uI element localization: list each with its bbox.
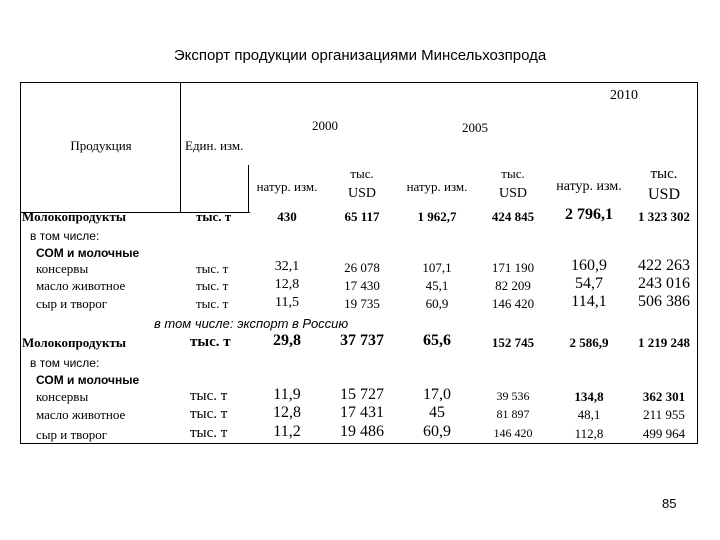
header-usd-2005-line2: USD: [498, 186, 528, 201]
section1-row1-cell: 26 078: [344, 260, 380, 275]
section1-row1-cell: 107,1: [422, 260, 452, 275]
section1-row3-cell: 114,1: [571, 293, 607, 310]
header-year-2000: 2000: [312, 118, 338, 133]
section2-row3-cell: 499 964: [642, 426, 686, 441]
section1-row1-cell: 32,1: [274, 259, 300, 274]
section1-row1-product-line1: СОМ и молочные: [36, 246, 140, 260]
section2-subheading: в том числе:: [30, 356, 100, 370]
section2-row2-cell: 17 431: [340, 404, 384, 421]
header-usd-2000-line2: USD: [347, 186, 377, 201]
header-natur-2005: натур. изм.: [406, 179, 468, 194]
header-year-2010: 2010: [610, 88, 638, 103]
section2-row1-cell: 362 301: [642, 389, 686, 404]
section2-row3-cell: 60,9: [423, 423, 451, 440]
section1-subheading: в том числе:: [30, 229, 100, 243]
header-natur-2010: натур. изм.: [556, 179, 622, 194]
section1-row1-cell: 422 263: [638, 257, 690, 274]
section2-value: 65,6: [423, 332, 451, 349]
section1-row2-unit: тыс. т: [196, 278, 229, 293]
page-title: Экспорт продукции организациями Минсельхозпрода: [173, 47, 547, 64]
section1-row2-cell: 17 430: [344, 278, 380, 293]
header-usd-2000-line1: тыс.: [350, 166, 374, 181]
section1-row2-product: масло животное: [36, 278, 126, 293]
section1-row1-product-line2: консервы: [36, 261, 89, 276]
section1-product: Молокопродукты: [22, 209, 126, 224]
section2-row1-cell: 17,0: [423, 386, 451, 403]
section1-row1-cell: 171 190: [491, 260, 535, 275]
column-divider: [248, 165, 249, 212]
section2-row3-cell: 11,2: [273, 423, 301, 440]
section1-row3-cell: 11,5: [275, 295, 299, 310]
section1-value: 424 845: [491, 209, 535, 224]
section2-value: 2 586,9: [569, 335, 609, 350]
section1-row3-cell: 146 420: [491, 296, 535, 311]
section1-row2-cell: 45,1: [425, 278, 449, 293]
section1-row2-cell: 54,7: [575, 275, 603, 292]
section2-row3-unit: тыс. т: [190, 425, 228, 441]
section2-row2-cell: 45: [429, 404, 445, 421]
section2-row2-cell: 48,1: [577, 407, 601, 422]
section1-value: 1 323 302: [638, 209, 690, 224]
section1-row3-cell: 19 735: [344, 296, 380, 311]
section1-row2-cell: 12,8: [274, 277, 300, 292]
section2-row1-cell: 39 536: [496, 389, 530, 403]
section2-row3-cell: 19 486: [340, 423, 384, 440]
header-natur-2000: натур. изм.: [256, 179, 318, 194]
section1-row1-cell: 160,9: [571, 257, 607, 274]
section2-row1-product-line2: консервы: [36, 389, 89, 404]
column-divider: [180, 82, 181, 212]
section1-row3-unit: тыс. т: [196, 296, 229, 311]
header-usd-2005-line1: тыс.: [501, 166, 525, 181]
section1-unit: тыс. т: [196, 209, 232, 224]
section1-row2-cell: 82 209: [495, 278, 531, 293]
section2-row3-cell: 146 420: [493, 426, 533, 440]
section2-row2-unit: тыс. т: [190, 406, 228, 422]
section1-row3-cell: 506 386: [638, 293, 690, 310]
section1-row3-cell: 60,9: [425, 296, 449, 311]
section1-value: 65 117: [344, 209, 380, 224]
section2-row3-cell: 112,8: [574, 426, 604, 441]
section1-value: 430: [277, 209, 297, 224]
header-usd-2010-line2: USD: [647, 186, 681, 203]
section2-value: 37 737: [340, 332, 384, 349]
section1-row2-cell: 243 016: [638, 275, 690, 292]
section1-row3-product: сыр и творог: [36, 296, 108, 311]
section2-row2-cell: 211 955: [643, 407, 685, 422]
header-usd-2010-line1: тыс.: [650, 166, 678, 182]
section2-row1-product-line1: СОМ и молочные: [36, 373, 140, 387]
section2-row1-cell: 11,9: [273, 386, 301, 403]
section2-value: 152 745: [491, 335, 535, 350]
header-unit: Един. изм.: [185, 138, 244, 153]
section1-row1-unit: тыс. т: [196, 261, 229, 276]
section-divider-caption: в том числе: экспорт в Россию: [154, 316, 349, 331]
section2-row1-unit: тыс. т: [190, 388, 228, 404]
section2-row2-product: масло животное: [36, 407, 126, 422]
section1-value: 1 962,7: [417, 209, 457, 224]
section2-row1-cell: 15 727: [340, 386, 384, 403]
section2-row2-cell: 12,8: [273, 404, 301, 421]
section2-row3-product: сыр и творог: [36, 427, 108, 442]
section2-row2-cell: 81 897: [496, 407, 530, 421]
section2-unit: тыс. т: [190, 334, 231, 350]
header-product: Продукция: [70, 138, 132, 153]
page-number: 85: [662, 496, 677, 511]
section2-row1-cell: 134,8: [574, 389, 604, 404]
section1-value: 2 796,1: [565, 206, 613, 223]
header-year-2005: 2005: [462, 120, 488, 135]
section2-value: 1 219 248: [638, 335, 690, 350]
section2-product: Молокопродукты: [22, 335, 126, 350]
section2-value: 29,8: [273, 332, 301, 349]
